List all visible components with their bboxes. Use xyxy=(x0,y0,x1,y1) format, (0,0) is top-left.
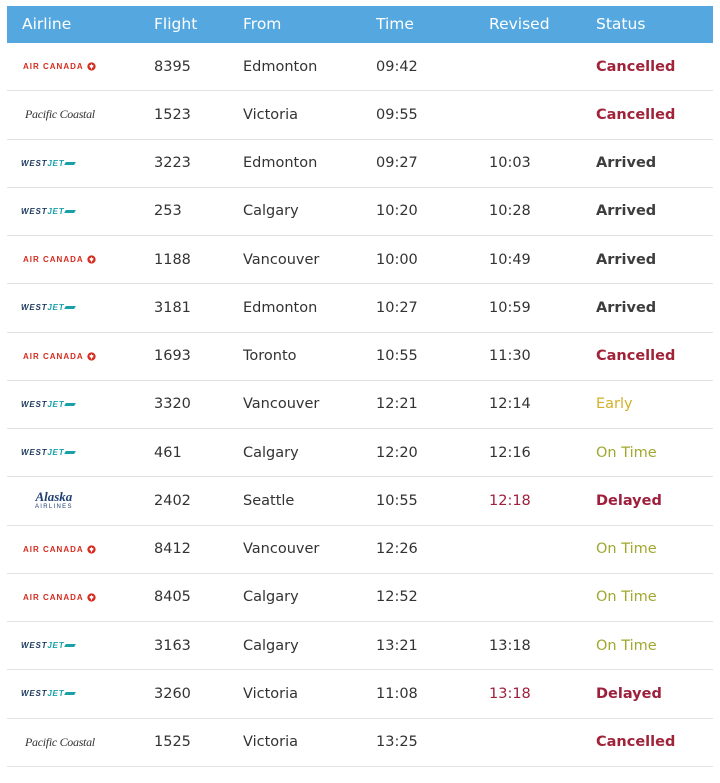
origin-city: Seattle xyxy=(243,492,295,509)
origin-city: Calgary xyxy=(243,444,299,461)
flight-number: 2402 xyxy=(154,492,191,509)
maple-leaf-icon xyxy=(87,545,96,554)
header-status[interactable]: Status xyxy=(596,15,646,33)
maple-leaf-icon xyxy=(87,352,96,361)
header-revised[interactable]: Revised xyxy=(489,15,550,33)
westjet-jet-text: JET xyxy=(47,399,65,409)
airline-cell xyxy=(7,248,141,272)
westjet-jet-text: JET xyxy=(47,158,65,168)
scheduled-time: 09:55 xyxy=(376,106,418,123)
air-canada-logo xyxy=(21,585,141,609)
header-flight[interactable]: Flight xyxy=(154,15,198,33)
origin-city: Edmonton xyxy=(243,299,318,316)
westjet-logo xyxy=(21,441,141,465)
scheduled-time: 10:00 xyxy=(376,251,418,268)
flight-row[interactable] xyxy=(7,526,713,574)
flight-number: 8405 xyxy=(154,589,191,606)
flight-status: On Time xyxy=(596,541,657,558)
flight-status: Cancelled xyxy=(596,734,676,751)
scheduled-time: 12:21 xyxy=(376,396,418,413)
flight-row[interactable] xyxy=(7,43,713,91)
alaska-wordmark: Alaska xyxy=(35,488,73,504)
flight-number: 1525 xyxy=(154,734,191,751)
westjet-logo xyxy=(21,199,141,223)
airline-cell xyxy=(7,392,141,416)
airline-cell xyxy=(7,489,141,513)
flight-row[interactable] xyxy=(7,670,713,718)
airline-cell xyxy=(7,585,141,609)
origin-city: Edmonton xyxy=(243,58,318,75)
air-canada-wordmark: AIR CANADA xyxy=(23,255,84,265)
airline-cell xyxy=(7,151,141,175)
revised-time: 10:49 xyxy=(489,251,531,268)
pacific-coastal-logo xyxy=(21,730,141,754)
maple-leaf-icon xyxy=(87,62,96,71)
air-canada-wordmark: AIR CANADA xyxy=(23,592,84,602)
flight-status: Cancelled xyxy=(596,58,676,75)
alaska-subtitle: AIRLINES xyxy=(35,503,73,510)
revised-time: 10:59 xyxy=(489,299,531,316)
westjet-jet-text: JET xyxy=(47,206,65,216)
airline-cell xyxy=(7,344,141,368)
flight-status: Cancelled xyxy=(596,348,676,365)
origin-city: Calgary xyxy=(243,637,299,654)
revised-time: 13:18 xyxy=(489,685,531,702)
flight-status: Early xyxy=(596,396,633,413)
flight-row[interactable] xyxy=(7,333,713,381)
westjet-tail-icon xyxy=(65,210,77,213)
westjet-tail-icon xyxy=(65,451,77,454)
flight-status: Arrived xyxy=(596,299,657,316)
scheduled-time: 12:20 xyxy=(376,444,418,461)
scheduled-time: 09:42 xyxy=(376,58,418,75)
westjet-jet-text: JET xyxy=(47,689,65,699)
airline-cell xyxy=(7,55,141,79)
revised-time: 10:28 xyxy=(489,203,531,220)
air-canada-logo xyxy=(21,248,141,272)
westjet-wordmark xyxy=(21,303,75,312)
westjet-west-text: WEST xyxy=(21,689,48,699)
westjet-wordmark xyxy=(21,641,75,650)
flight-number: 8395 xyxy=(154,58,191,75)
revised-time: 11:30 xyxy=(489,348,531,365)
airline-cell xyxy=(7,103,141,127)
flight-row[interactable] xyxy=(7,574,713,622)
flight-row[interactable] xyxy=(7,381,713,429)
flight-row[interactable] xyxy=(7,284,713,332)
pacific-coastal-logo xyxy=(21,103,141,127)
flight-number: 3320 xyxy=(154,396,191,413)
scheduled-time: 12:52 xyxy=(376,589,418,606)
table-header xyxy=(7,6,713,43)
air-canada-wordmark: AIR CANADA xyxy=(23,544,84,554)
pacific-coastal-wordmark: Pacific Coastal xyxy=(25,107,95,122)
air-canada-logo xyxy=(21,55,141,79)
flight-row[interactable] xyxy=(7,236,713,284)
air-canada-logo xyxy=(21,537,141,561)
westjet-wordmark xyxy=(21,207,75,216)
flight-number: 1523 xyxy=(154,106,191,123)
flight-status: Arrived xyxy=(596,203,657,220)
scheduled-time: 13:25 xyxy=(376,734,418,751)
flight-status: Delayed xyxy=(596,685,662,702)
flight-status: On Time xyxy=(596,637,657,654)
origin-city: Victoria xyxy=(243,106,299,123)
scheduled-time: 10:27 xyxy=(376,299,418,316)
flight-number: 253 xyxy=(154,203,182,220)
flight-number: 8412 xyxy=(154,541,191,558)
westjet-jet-text: JET xyxy=(47,641,65,651)
flight-row[interactable] xyxy=(7,91,713,139)
westjet-jet-text: JET xyxy=(47,448,65,458)
flight-number: 1693 xyxy=(154,348,191,365)
westjet-west-text: WEST xyxy=(21,158,48,168)
westjet-west-text: WEST xyxy=(21,399,48,409)
westjet-jet-text: JET xyxy=(47,303,65,313)
scheduled-time: 10:20 xyxy=(376,203,418,220)
scheduled-time: 10:55 xyxy=(376,492,418,509)
flight-number: 3223 xyxy=(154,155,191,172)
flight-number: 461 xyxy=(154,444,182,461)
revised-time: 12:18 xyxy=(489,492,531,509)
westjet-logo xyxy=(21,296,141,320)
westjet-wordmark xyxy=(21,400,75,409)
flight-status: Cancelled xyxy=(596,106,676,123)
air-canada-wordmark: AIR CANADA xyxy=(23,351,84,361)
flight-row[interactable] xyxy=(7,719,713,767)
origin-city: Toronto xyxy=(243,348,297,365)
revised-time: 12:14 xyxy=(489,396,531,413)
westjet-logo xyxy=(21,634,141,658)
westjet-west-text: WEST xyxy=(21,303,48,313)
flight-status: On Time xyxy=(596,589,657,606)
origin-city: Vancouver xyxy=(243,251,320,268)
westjet-west-text: WEST xyxy=(21,641,48,651)
flight-row[interactable] xyxy=(7,140,713,188)
scheduled-time: 09:27 xyxy=(376,155,418,172)
flight-rows xyxy=(7,43,713,767)
revised-time: 13:18 xyxy=(489,637,531,654)
pacific-coastal-wordmark: Pacific Coastal xyxy=(25,734,95,749)
westjet-tail-icon xyxy=(65,162,77,165)
flight-row[interactable] xyxy=(7,622,713,670)
flight-status: Delayed xyxy=(596,492,662,509)
arrivals-board xyxy=(7,6,713,767)
maple-leaf-icon xyxy=(87,593,96,602)
flight-number: 3260 xyxy=(154,685,191,702)
flight-number: 3181 xyxy=(154,299,191,316)
scheduled-time: 12:26 xyxy=(376,541,418,558)
revised-time: 10:03 xyxy=(489,155,531,172)
flight-number: 3163 xyxy=(154,637,191,654)
westjet-wordmark xyxy=(21,159,75,168)
header-airline[interactable]: Airline xyxy=(22,15,72,33)
airline-cell xyxy=(7,199,141,223)
flight-row[interactable] xyxy=(7,429,713,477)
origin-city: Calgary xyxy=(243,589,299,606)
westjet-wordmark xyxy=(21,448,75,457)
westjet-tail-icon xyxy=(65,692,77,695)
airline-cell xyxy=(7,682,141,706)
flight-status: On Time xyxy=(596,444,657,461)
flight-row[interactable] xyxy=(7,188,713,236)
airline-cell xyxy=(7,537,141,561)
alaska-airlines-logo xyxy=(21,489,141,513)
header-time[interactable]: Time xyxy=(376,15,414,33)
westjet-tail-icon xyxy=(65,644,77,647)
header-from[interactable]: From xyxy=(243,15,282,33)
airline-cell xyxy=(7,296,141,320)
revised-time: 12:16 xyxy=(489,444,531,461)
westjet-west-text: WEST xyxy=(21,206,48,216)
westjet-logo xyxy=(21,392,141,416)
flight-status: Arrived xyxy=(596,251,657,268)
flight-status: Arrived xyxy=(596,155,657,172)
origin-city: Victoria xyxy=(243,685,299,702)
air-canada-logo xyxy=(21,344,141,368)
origin-city: Vancouver xyxy=(243,541,320,558)
scheduled-time: 13:21 xyxy=(376,637,418,654)
westjet-logo xyxy=(21,151,141,175)
westjet-logo xyxy=(21,682,141,706)
scheduled-time: 10:55 xyxy=(376,348,418,365)
westjet-wordmark xyxy=(21,689,75,698)
origin-city: Victoria xyxy=(243,734,299,751)
flight-number: 1188 xyxy=(154,251,191,268)
flight-row[interactable] xyxy=(7,477,713,525)
maple-leaf-icon xyxy=(87,255,96,264)
origin-city: Vancouver xyxy=(243,396,320,413)
scheduled-time: 11:08 xyxy=(376,685,418,702)
westjet-west-text: WEST xyxy=(21,448,48,458)
airline-cell xyxy=(7,730,141,754)
origin-city: Edmonton xyxy=(243,155,318,172)
airline-cell xyxy=(7,634,141,658)
airline-cell xyxy=(7,441,141,465)
origin-city: Calgary xyxy=(243,203,299,220)
westjet-tail-icon xyxy=(65,403,77,406)
westjet-tail-icon xyxy=(65,306,77,309)
air-canada-wordmark: AIR CANADA xyxy=(23,62,84,72)
